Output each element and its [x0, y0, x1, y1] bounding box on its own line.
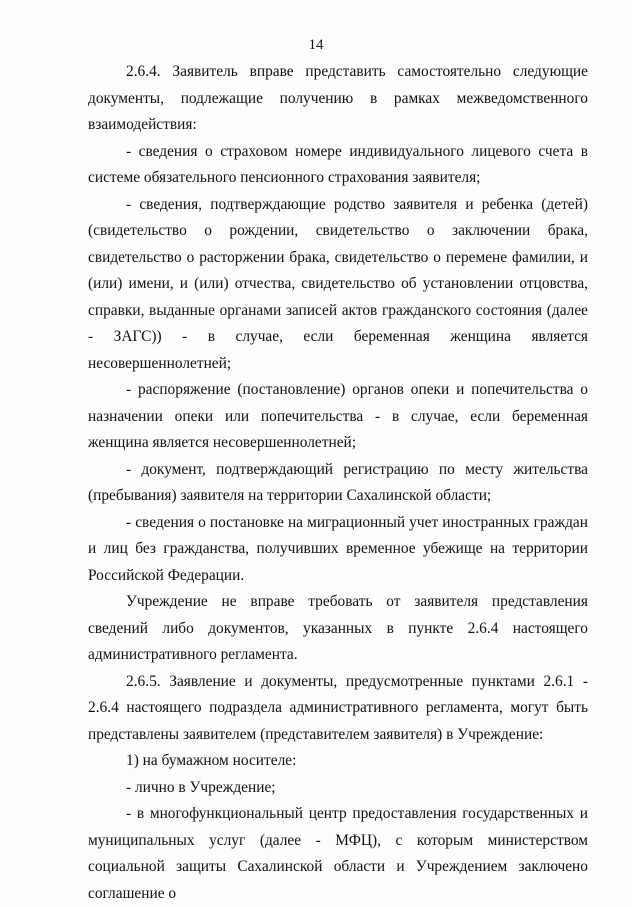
paragraph-institution-restriction: Учреждение не вправе требовать от заявителя представления сведений либо документов, указанных в пункте 2.6.4 настоящего административного регламента. — [88, 593, 588, 663]
list-item-paper-medium: 1) на бумажном носителе: — [126, 752, 297, 769]
document-body — [88, 59, 588, 907]
paragraph-kinship-documents: - сведения, подтверждающие родство заявителя и ребенка (детей) (свидетельство о рождении, свидетельство о заключении брака, свидетельство о расторжении брака, свидетельство о перемене фамилии, и (или) имени, и (или) отчества, свидетельство об установлении отцовства, справки, выданные органами записей актов гражданского состояния (далее - ЗАГС)) - в случае, если беременная женщина является несовершеннолетней; — [88, 195, 588, 372]
list-item-mfc: - в многофункциональный центр предоставления государственных и муниципальных услуг (далее - МФЦ), с которым министерством социальной защиты Сахалинской области и Учреждением заключено соглашение о — [88, 805, 588, 902]
page-number: 14 — [308, 37, 324, 53]
paragraph-2-6-5: 2.6.5. Заявление и документы, предусмотренные пунктами 2.6.1 - 2.6.4 настоящего подраздела административного регламента, могут быть представлены заявителем (представителем заявителя) в Учреждение: — [88, 672, 588, 743]
list-item-in-person: - лично в Учреждение; — [126, 778, 276, 796]
paragraph-migration-registration: - сведения о постановке на миграционный учет иностранных граждан и лиц без гражданства, получивших временное убежище на территории Российской Федерации. — [88, 513, 588, 584]
paragraph-guardianship-order: - распоряжение (постановление) органов опеки и попечительства о назначении опеки или попечительства - в случае, если беременная женщина является несовершеннолетней; — [88, 381, 588, 451]
paragraph-residence-registration: - документ, подтверждающий регистрацию по месту жительства (пребывания) заявителя на территории Сахалинской области; — [88, 460, 588, 504]
paragraph-insurance-number: - сведения о страховом номере индивидуального лицевого счета в системе обязательного пенсионного страхования заявителя; — [88, 142, 588, 186]
paragraph-2-6-4: 2.6.4. Заявитель вправе представить самостоятельно следующие документы, подлежащие получению в рамках межведомственного взаимодействия: — [88, 63, 588, 133]
